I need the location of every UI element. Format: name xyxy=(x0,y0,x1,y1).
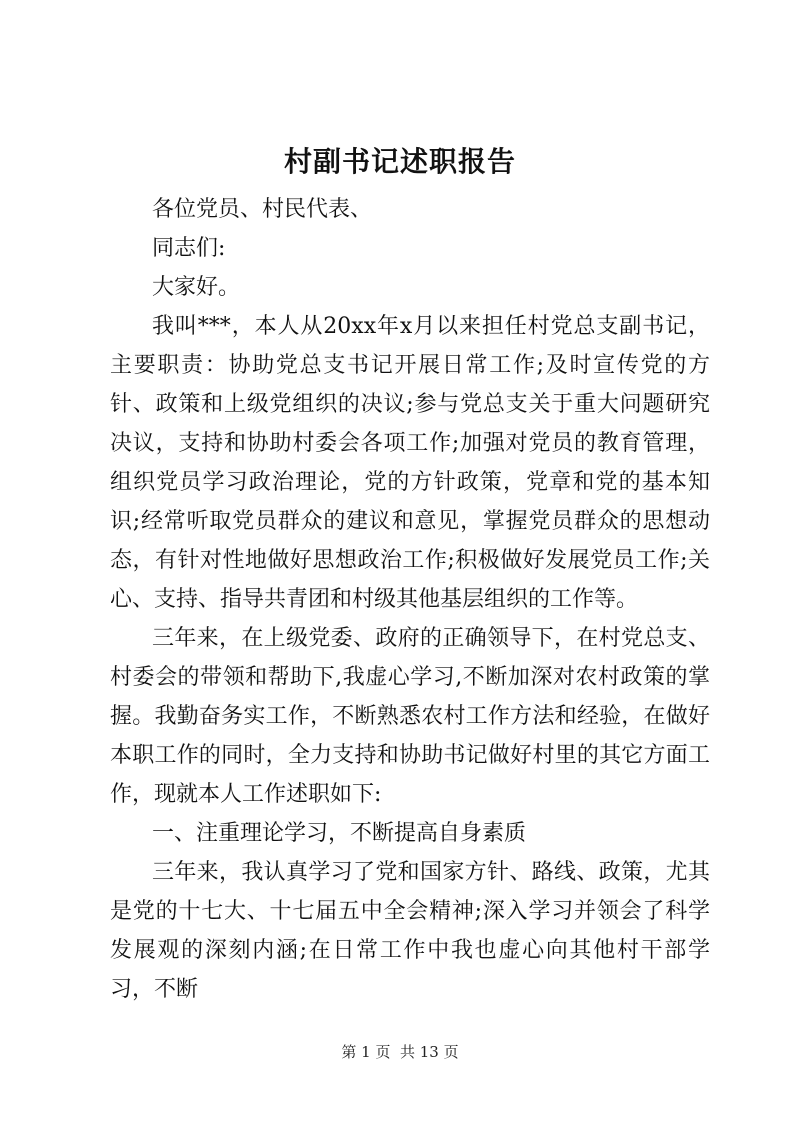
paragraph-overview: 三年来，在上级党委、政府的正确领导下，在村党总支、村委会的带领和帮助下,我虚心学习,不断加深对农村政策的掌握。我勤奋务实工作，不断熟悉农村工作方法和经验，在做好本职工作的同时，全力支持和协助书记做好村里的其它方面工作，现就本人工作述职如下: xyxy=(110,626,710,807)
document-body xyxy=(110,190,710,1009)
greeting-line: 大家好。 xyxy=(152,275,241,300)
page-footer xyxy=(0,1042,800,1062)
salutation-line-1: 各位党员、村民代表、 xyxy=(152,197,373,222)
salutation-line-2: 同志们: xyxy=(152,236,226,261)
paragraph-study: 三年来，我认真学习了党和国家方针、路线、政策，尤其是党的十七大、十七届五中全会精神;深入学习并领会了科学发展观的深刻内涵;在日常工作中我也虚心向其他村干部学习，不断 xyxy=(110,860,710,1002)
paragraph-duties: 我叫***，本人从20xx年x月以来担任村党总支副书记，主要职责：协助党总支书记开展日常工作;及时宣传党的方针、政策和上级党组织的决议;参与党总支关于重大问题研究决议，支持和协助村委会各项工作;加强对党员的教育管理，组织党员学习政治理论，党的方针政策，党章和党的基本知识;经常听取党员群众的建议和意见，掌握党员群众的思想动态，有针对性地做好思想政治工作;积极做好发展党员工作;关心、支持、指导共青团和村级其他基层组织的工作等。 xyxy=(110,314,710,612)
document-title: 村副书记述职报告 xyxy=(283,145,516,178)
page-number-label: 第 1 页 共 13 页 xyxy=(341,1043,459,1061)
section-heading-1: 一、注重理论学习，不断提高自身素质 xyxy=(152,821,527,846)
